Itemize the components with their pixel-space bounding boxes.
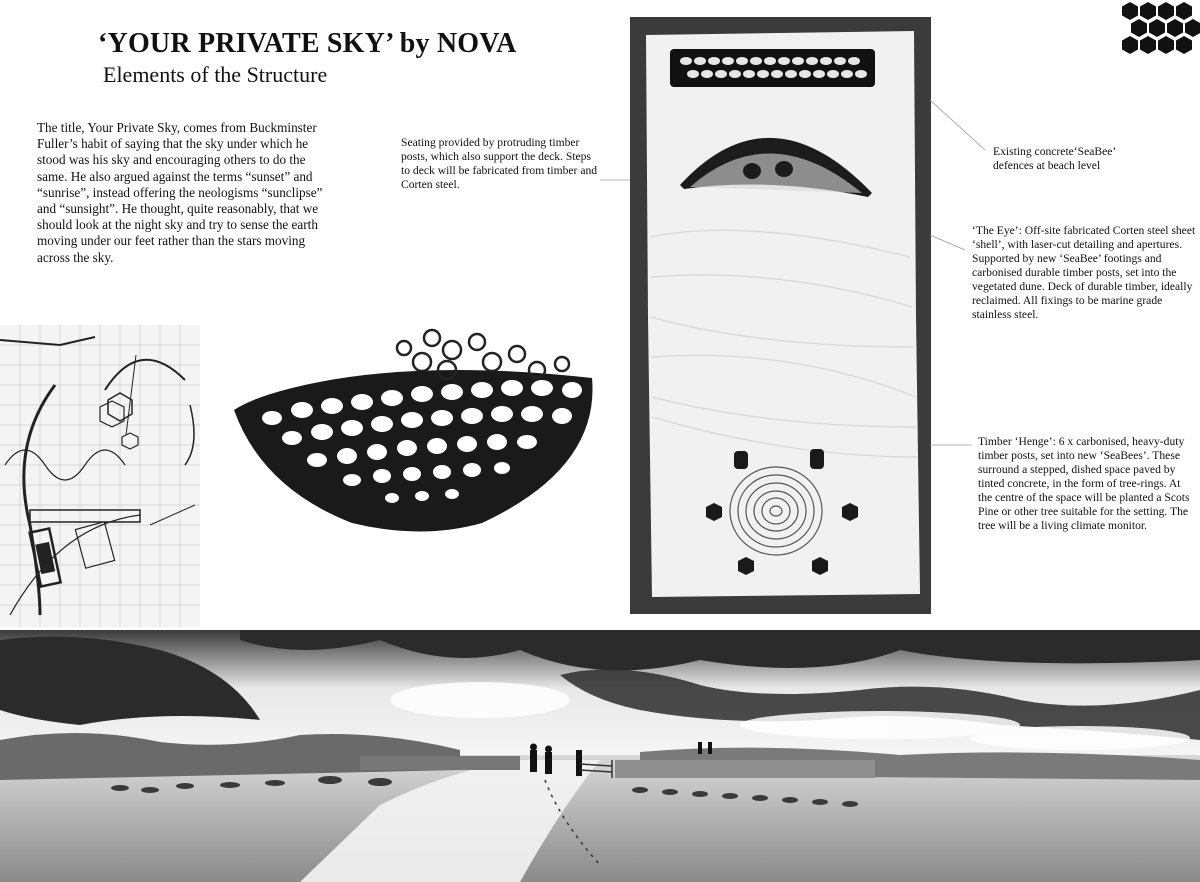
page-subtitle: Elements of the Structure [103,62,328,87]
caption-seabee: Existing concrete‘SeaBee’ defences at beach level [993,145,1116,172]
intro-paragraph: The title, Your Private Sky, comes from Buckminster Fuller’s habit of saying that the sky under which he stood was his sky and encouraging others to do the same. He also argued against the terms “sunset” and “sunrise”, instead offering the neologisms “sunclipse” and “sunsight”. He thought, quite reasonably, that we should look at the night sky and try to sense the earth moving under our feet rather than the stars moving across the sky. [37,120,323,265]
caption-timber-henge: Timber ‘Henge’: 6 x carbonised, heavy-duty timber posts, set into new ‘SeaBees’. These surround a stepped, dished space paved by tinted concrete, in the form of tree-rings. At the centre of the space will be planted a Scots Pine or other tree suitable for the setting. The tree will be a living climate monitor. [978,435,1190,532]
hexagon-bowl-model [232,318,604,544]
site-model-photo [630,17,931,614]
page-title: ‘YOUR PRIVATE SKY’ by NOVA [98,28,517,59]
caption-seating: Seating provided by protruding timber posts, which also support the deck. Steps to deck will be fabricated from timber and Corten steel. [401,136,598,191]
sketch-drawing [0,325,200,627]
caption-the-eye: ‘The Eye’: Off-site fabricated Corten steel sheet ‘shell’, with laser-cut detailing and apertures. Supported by new ‘SeaBee’ footings and carbonised durable timber posts, set into the vegetated dune. Deck of durable timber, ideally reclaimed. All fixings to be marine grade stainless steel. [972,224,1196,321]
beach-panorama-photo [0,630,1200,882]
hexagon-logo-icon [1116,0,1200,56]
